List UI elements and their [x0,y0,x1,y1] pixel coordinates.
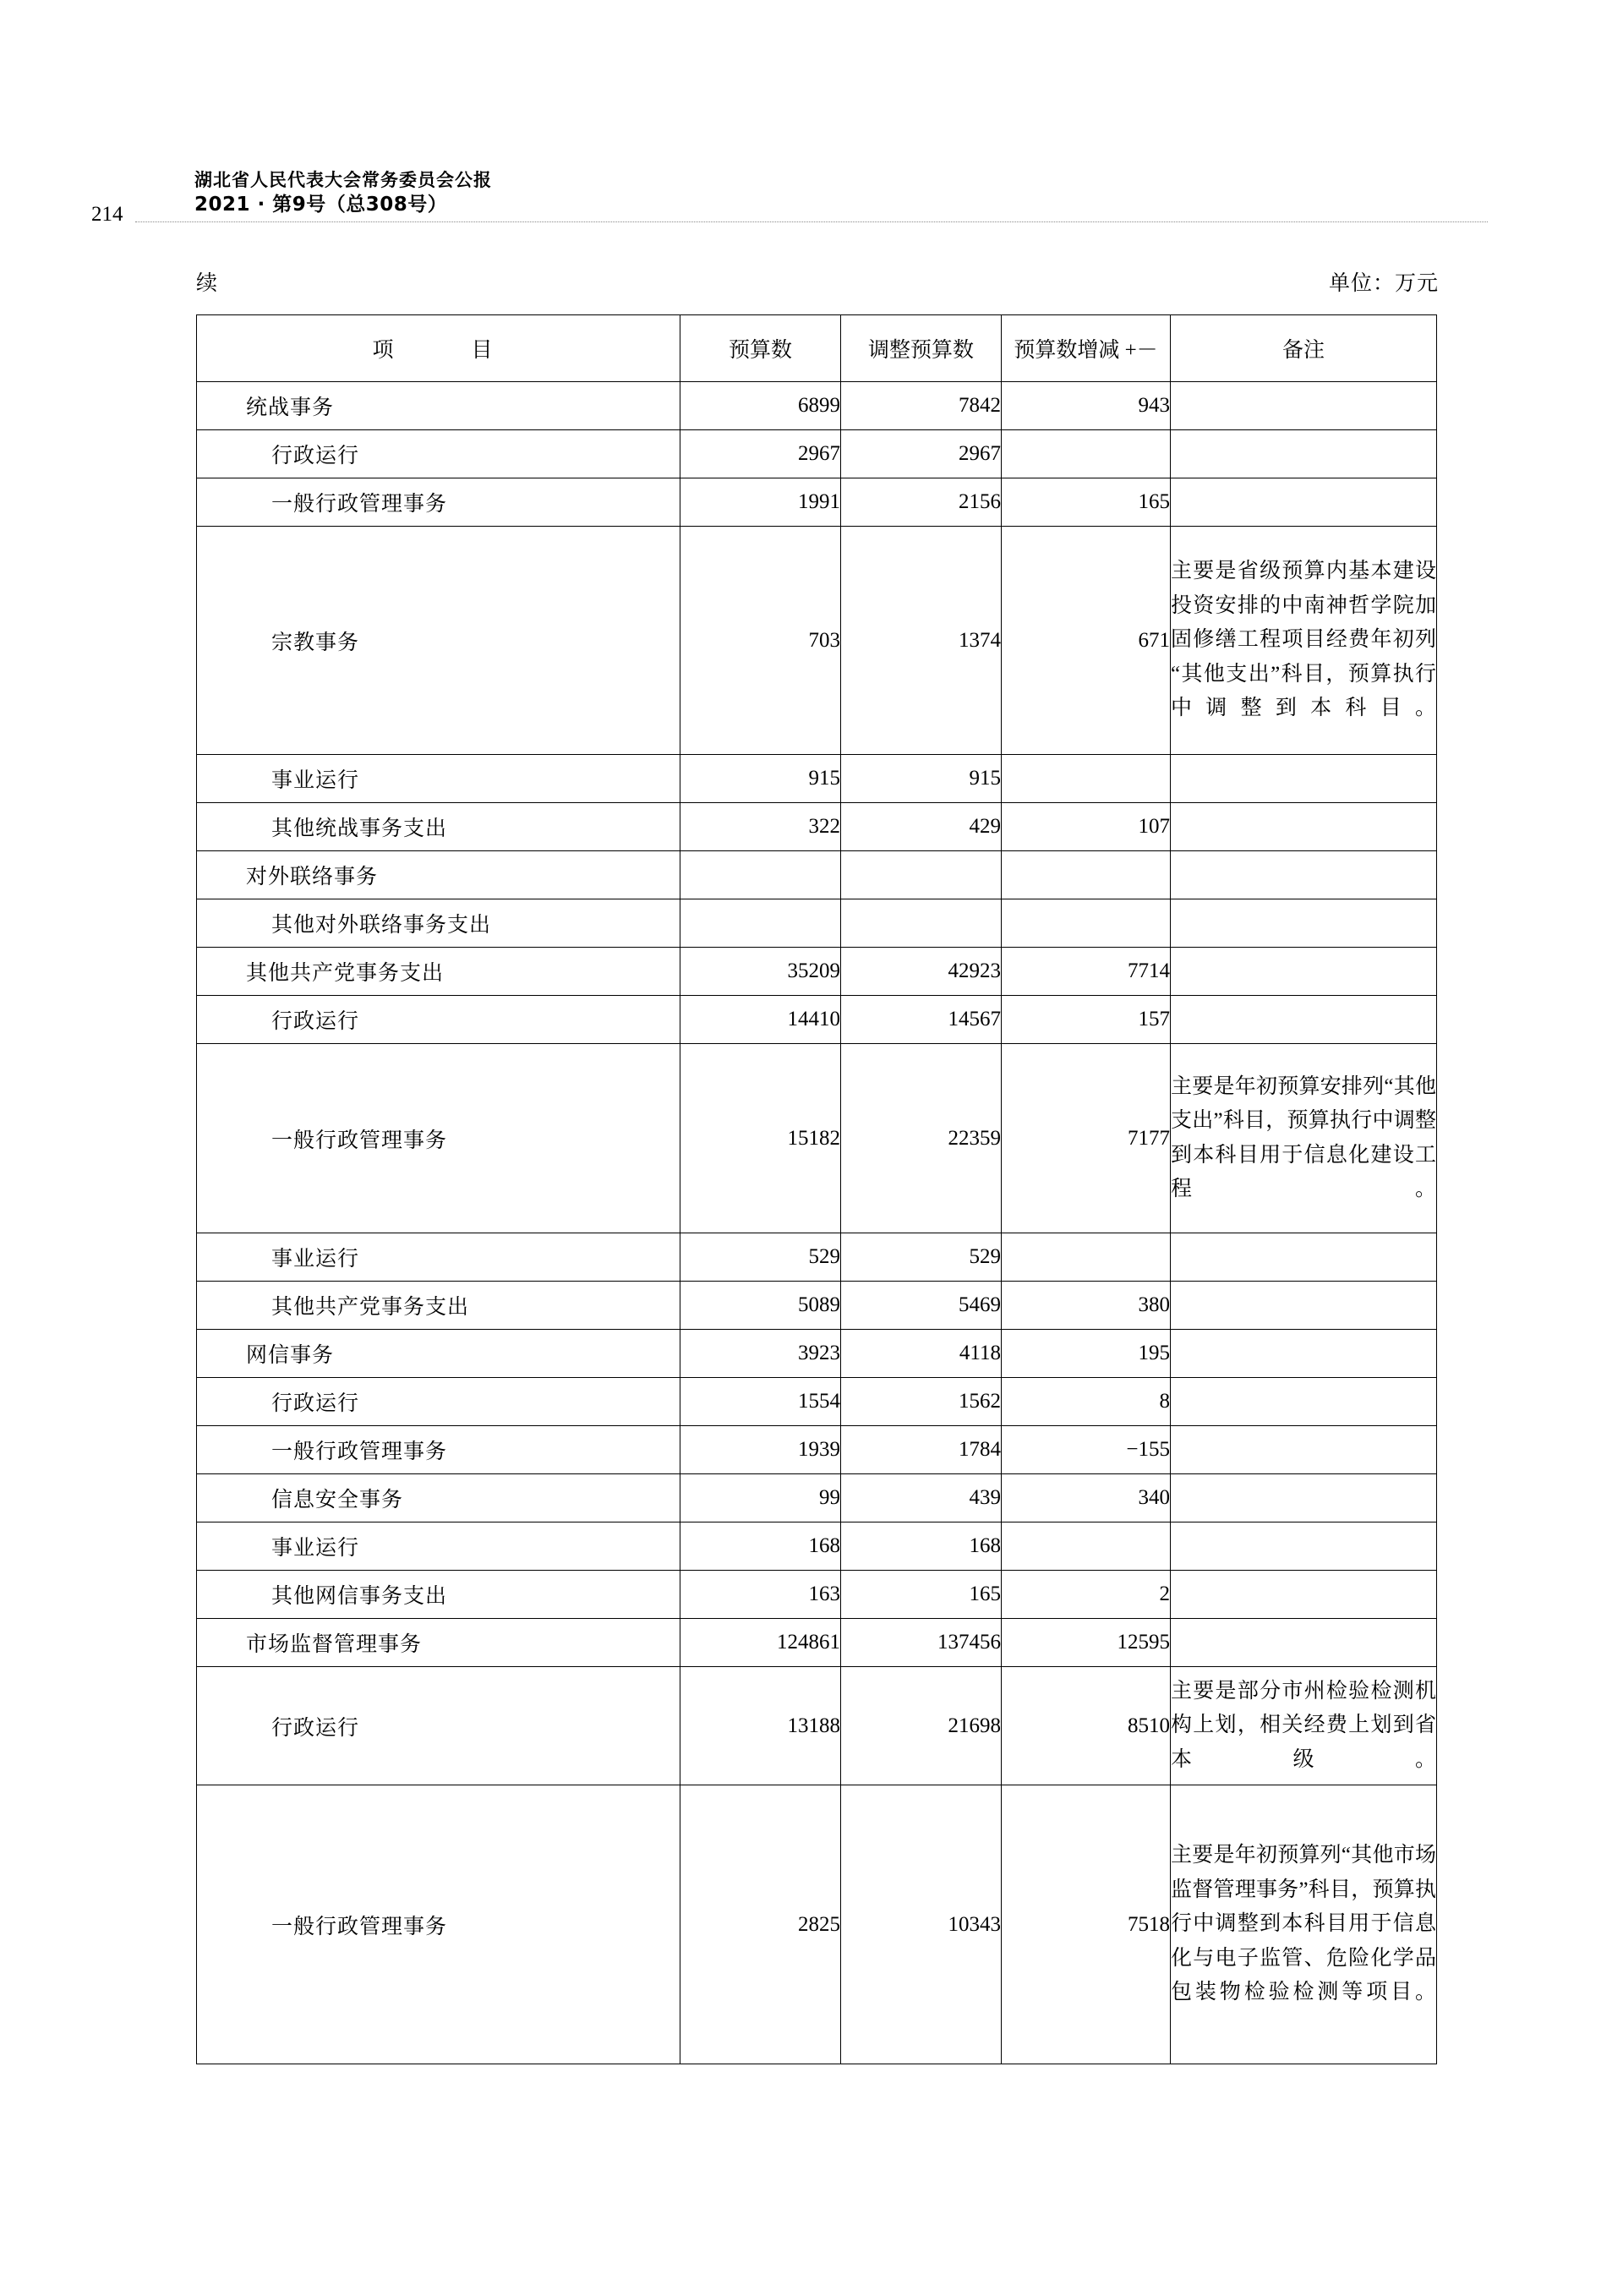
row-note [1171,1619,1437,1667]
row-adjusted: 165 [841,1571,1002,1619]
publication-title: 湖北省人民代表大会常务委员会公报 [194,170,492,190]
row-adjusted: 42923 [841,948,1002,996]
row-item: 网信事务 [197,1330,680,1378]
row-adjusted: 1784 [841,1426,1002,1474]
budget-table-container [196,314,1436,2064]
row-item: 其他统战事务支出 [197,803,680,851]
row-note: 主要是年初预算安排列“其他支出”科目，预算执行中调整到本科目用于信息化建设工程。 [1171,1044,1437,1233]
row-item: 行政运行 [197,430,680,478]
row-adjusted [841,899,1002,948]
table-body [197,382,1437,2064]
row-item: 市场监督管理事务 [197,1619,680,1667]
row-budget: 15182 [680,1044,841,1233]
header-divider [135,221,1488,222]
column-header-item: 项 目 [197,315,680,382]
row-change: 195 [1002,1330,1171,1378]
row-budget: 1554 [680,1378,841,1426]
table-row [197,1233,1437,1282]
row-note [1171,1233,1437,1282]
row-item: 统战事务 [197,382,680,430]
row-adjusted: 21698 [841,1667,1002,1785]
row-adjusted: 168 [841,1522,1002,1571]
table-row [197,1330,1437,1378]
row-note [1171,1282,1437,1330]
row-budget: 322 [680,803,841,851]
table-row [197,1667,1437,1785]
table-row [197,1282,1437,1330]
table-row [197,1619,1437,1667]
row-change [1002,851,1171,899]
row-item: 事业运行 [197,1233,680,1282]
table-row [197,803,1437,851]
row-adjusted [841,851,1002,899]
table-subheader [196,266,1439,297]
table-row [197,1571,1437,1619]
row-item: 信息安全事务 [197,1474,680,1522]
row-change [1002,1233,1171,1282]
row-adjusted: 2967 [841,430,1002,478]
row-adjusted: 7842 [841,382,1002,430]
row-item: 其他对外联络事务支出 [197,899,680,948]
row-item: 事业运行 [197,1522,680,1571]
row-adjusted: 1562 [841,1378,1002,1426]
row-note [1171,948,1437,996]
row-note: 主要是部分市州检验检测机构上划，相关经费上划到省本级。 [1171,1667,1437,1785]
row-adjusted: 4118 [841,1330,1002,1378]
column-header-note: 备注 [1171,315,1437,382]
row-budget [680,899,841,948]
row-item: 一般行政管理事务 [197,478,680,527]
row-change: 107 [1002,803,1171,851]
row-budget: 703 [680,527,841,755]
row-note [1171,851,1437,899]
row-item: 事业运行 [197,755,680,803]
row-change: 943 [1002,382,1171,430]
page-number: 214 [91,203,123,226]
row-budget: 915 [680,755,841,803]
column-header-adjusted: 调整预算数 [841,315,1002,382]
row-change: 165 [1002,478,1171,527]
row-change: 7518 [1002,1785,1171,2064]
row-item: 其他共产党事务支出 [197,948,680,996]
row-budget: 99 [680,1474,841,1522]
row-change: 380 [1002,1282,1171,1330]
table-row [197,1785,1437,2064]
row-adjusted: 22359 [841,1044,1002,1233]
row-note [1171,382,1437,430]
row-item: 行政运行 [197,1667,680,1785]
row-budget: 13188 [680,1667,841,1785]
table-row [197,851,1437,899]
table-row [197,430,1437,478]
row-note: 主要是省级预算内基本建设投资安排的中南神哲学院加固修缮工程项目经费年初列“其他支出”科目，预算执行中调整到本科目。 [1171,527,1437,755]
row-change [1002,1522,1171,1571]
row-change [1002,899,1171,948]
row-budget: 163 [680,1571,841,1619]
table-row [197,1522,1437,1571]
row-change: 2 [1002,1571,1171,1619]
row-note [1171,478,1437,527]
row-note [1171,1330,1437,1378]
table-row [197,755,1437,803]
column-header-change: 预算数增减 +－ [1002,315,1171,382]
row-note [1171,899,1437,948]
row-change: 671 [1002,527,1171,755]
row-budget: 35209 [680,948,841,996]
row-note [1171,755,1437,803]
column-header-budget: 预算数 [680,315,841,382]
row-item: 行政运行 [197,1378,680,1426]
row-adjusted: 439 [841,1474,1002,1522]
row-adjusted: 529 [841,1233,1002,1282]
row-note [1171,1522,1437,1571]
continued-label: 续 [196,272,218,295]
table-row [197,382,1437,430]
row-item: 其他网信事务支出 [197,1571,680,1619]
row-change: 340 [1002,1474,1171,1522]
table-row [197,1378,1437,1426]
row-note [1171,803,1437,851]
row-budget: 6899 [680,382,841,430]
page-header [194,169,1462,218]
row-adjusted: 14567 [841,996,1002,1044]
row-change: 12595 [1002,1619,1171,1667]
unit-label: 单位：万元 [1328,272,1439,295]
row-adjusted: 137456 [841,1619,1002,1667]
table-row [197,996,1437,1044]
row-note [1171,1571,1437,1619]
row-change: 8510 [1002,1667,1171,1785]
row-adjusted: 10343 [841,1785,1002,2064]
row-change: 8 [1002,1378,1171,1426]
row-budget: 14410 [680,996,841,1044]
row-budget: 2967 [680,430,841,478]
table-row [197,527,1437,755]
row-note [1171,996,1437,1044]
table-row [197,948,1437,996]
table-header-row [197,315,1437,382]
row-budget: 168 [680,1522,841,1571]
issue-label: 2021 · 第9号（总308号） [194,194,448,216]
row-change: 157 [1002,996,1171,1044]
row-item: 宗教事务 [197,527,680,755]
table-row [197,1044,1437,1233]
row-budget: 1939 [680,1426,841,1474]
row-budget [680,851,841,899]
row-adjusted: 915 [841,755,1002,803]
row-note [1171,1426,1437,1474]
row-note [1171,1474,1437,1522]
table-row [197,899,1437,948]
row-budget: 2825 [680,1785,841,2064]
row-item: 一般行政管理事务 [197,1426,680,1474]
table-row [197,478,1437,527]
table-row [197,1426,1437,1474]
row-budget: 529 [680,1233,841,1282]
row-budget: 3923 [680,1330,841,1378]
row-item: 一般行政管理事务 [197,1044,680,1233]
table-row [197,1474,1437,1522]
budget-table [196,314,1437,2064]
row-note: 主要是年初预算列“其他市场监督管理事务”科目，预算执行中调整到本科目用于信息化与电子监管、危险化学品包装物检验检测等项目。 [1171,1785,1437,2064]
row-budget: 124861 [680,1619,841,1667]
row-item: 其他共产党事务支出 [197,1282,680,1330]
row-change: 7177 [1002,1044,1171,1233]
row-note [1171,1378,1437,1426]
row-budget: 1991 [680,478,841,527]
row-change: −155 [1002,1426,1171,1474]
row-adjusted: 429 [841,803,1002,851]
row-change: 7714 [1002,948,1171,996]
row-note [1171,430,1437,478]
row-adjusted: 5469 [841,1282,1002,1330]
row-adjusted: 1374 [841,527,1002,755]
row-change [1002,430,1171,478]
row-change [1002,755,1171,803]
row-budget: 5089 [680,1282,841,1330]
row-item: 对外联络事务 [197,851,680,899]
row-item: 一般行政管理事务 [197,1785,680,2064]
row-adjusted: 2156 [841,478,1002,527]
row-item: 行政运行 [197,996,680,1044]
